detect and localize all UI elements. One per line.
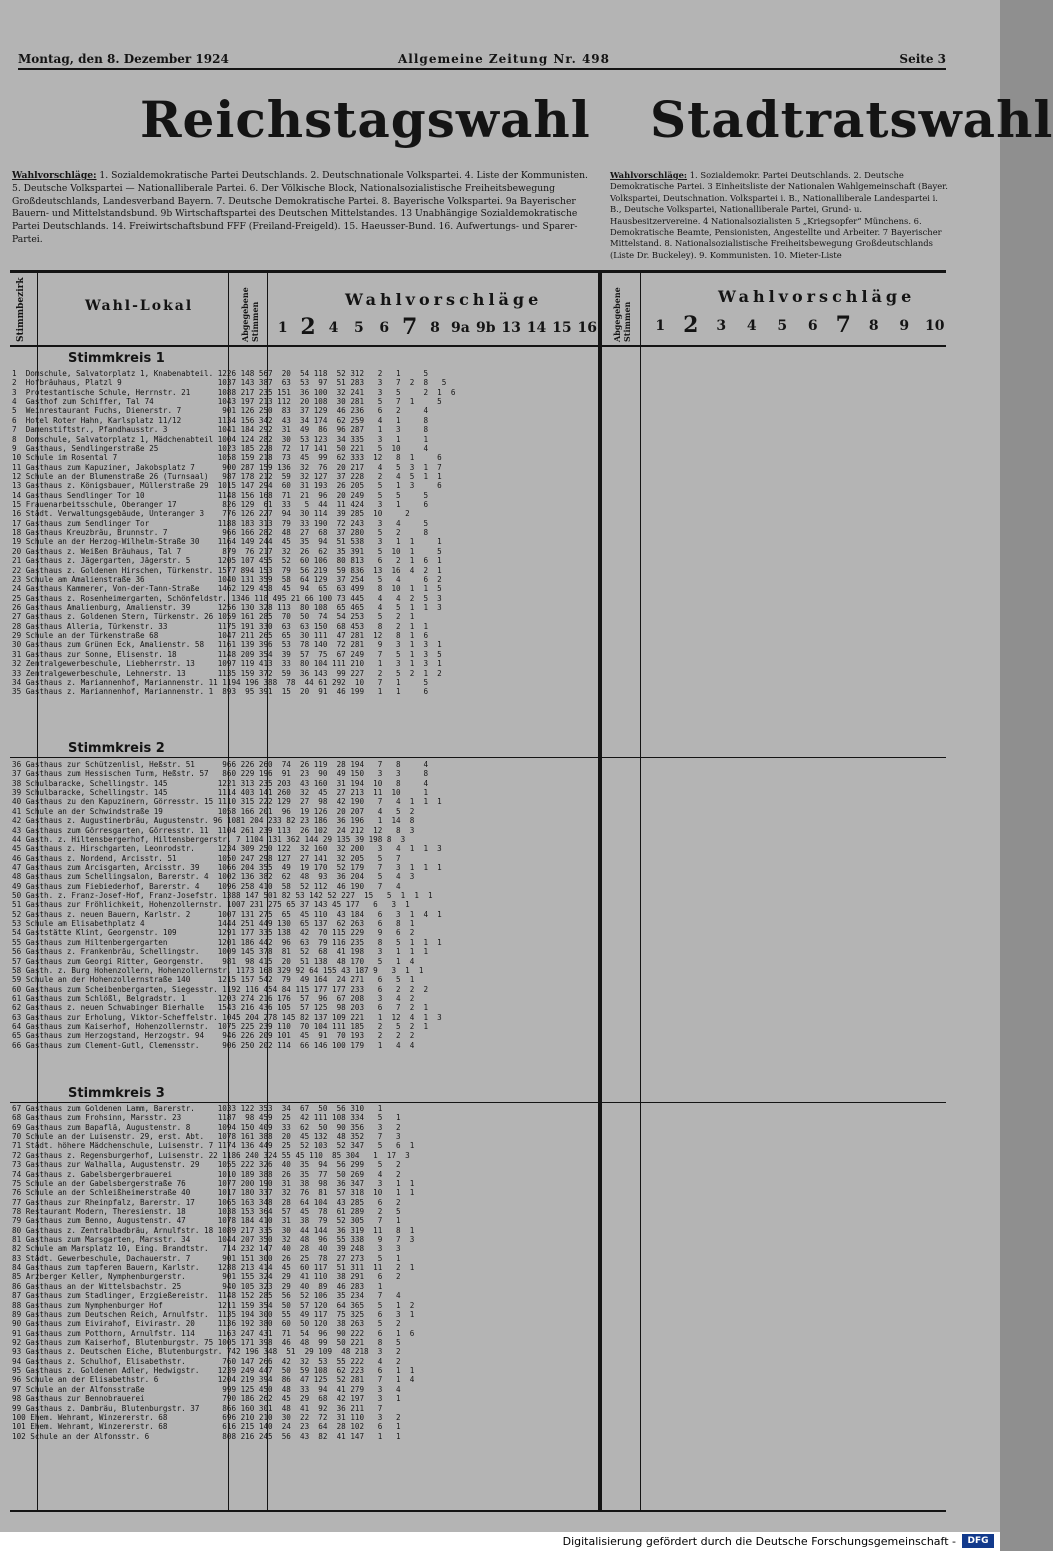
col-abgegebene-right: Abgegebene Stimmen xyxy=(612,287,632,342)
table-row: 79 Gasthaus zum Benno, Augustenstr. 47 1078 184 410 31 38 79 52 305 7 1 xyxy=(12,1216,401,1226)
table-row: 34 Gasthaus z. Mariannenhof, Mariannenstr. 11 1194 196 388 78 44 61 292 10 7 1 5 xyxy=(12,677,429,687)
col-abgegebene-left: Abgegebene Stimmen xyxy=(240,287,260,342)
header-rule xyxy=(18,68,946,70)
right-col-8: 8 xyxy=(868,318,879,334)
right-proposals xyxy=(610,170,950,261)
table-row: 64 Gasthaus zum Kaiserhof, Hohenzollernstr. 1075 225 239 110 70 104 111 185 2 5 2 1 xyxy=(12,1022,429,1032)
col-lokal: Wahl-Lokal xyxy=(85,298,194,314)
table-row: 15 Frauenarbeitsschule, Oberanger 17 826 129 61 33 5 44 11 424 3 1 6 xyxy=(12,500,429,510)
table-row: 92 Gasthaus zum Kaiserhof, Blutenburgstr. 75 1005 171 398 46 48 99 50 221 8 5 xyxy=(12,1337,401,1347)
table-row: 28 Gasthaus Alleria, Türkenstr. 33 1175 191 330 63 63 150 68 453 8 2 1 1 xyxy=(12,621,429,631)
table-row: 99 Gasthaus z. Dambräu, Blutenburgstr. 37 866 160 301 48 41 92 36 211 7 xyxy=(12,1403,383,1413)
right-title: Stadtratswahl xyxy=(650,90,1053,149)
table-row: 76 Schule an der Schleißheimerstraße 40 1017 180 337 32 76 81 57 318 10 1 1 xyxy=(12,1188,415,1198)
left-col-16: 16 xyxy=(577,320,598,336)
table-row: 87 Gasthaus zum Stadlinger, Erzgießereistr. 1148 152 285 56 52 106 35 234 7 4 xyxy=(12,1291,401,1301)
table-row: 7 Damenstiftstr., Pfandhausstr. 3 1041 184 292 31 49 86 96 287 1 3 8 xyxy=(12,425,429,435)
table-row: 81 Gasthaus zum Marsgarten, Marsstr. 34 1044 207 350 32 48 96 55 338 9 7 3 xyxy=(12,1235,415,1245)
table-row: 4 Gasthof zum Schiffer, Tal 74 1043 197 213 112 20 108 30 281 5 7 1 5 xyxy=(12,397,442,407)
table-row: 68 Gasthaus zum Frohsinn, Marsstr. 23 1187 98 459 25 42 111 108 334 5 1 xyxy=(12,1113,401,1123)
table-row: 8 Domschule, Salvatorplatz 1, Mädchenabteil 1004 124 282 30 53 123 34 335 3 1 1 xyxy=(12,434,429,444)
table-row: 75 Schule an der Gabelsbergerstraße 76 1077 200 190 31 38 98 36 347 3 1 1 xyxy=(12,1178,415,1188)
table-row: 5 Weinrestaurant Fuchs, Dienerstr. 7 901 126 250 83 37 129 46 236 6 2 4 xyxy=(12,406,429,416)
left-col-14: 14 xyxy=(526,320,547,336)
table-row: 66 Gasthaus zum Clement-Gutl, Clemensstr. 906 250 202 114 66 146 100 179 1 4 4 xyxy=(12,1040,415,1050)
table-row: 97 Schule an der Alfonsstraße 999 125 450 48 33 94 41 279 3 4 xyxy=(12,1384,401,1394)
right-col-1: 1 xyxy=(655,318,666,334)
table-row: 19 Schule an der Herzog-Wilhelm-Straße 30 1164 149 244 45 35 94 51 538 3 1 1 1 xyxy=(12,537,442,547)
table-row: 40 Gasthaus zu den Kapuzinern, Görresstr. 15 1110 315 222 129 27 98 42 190 7 4 1 1 1 xyxy=(12,797,442,807)
table-header-rule xyxy=(10,345,946,347)
table-row: 59 Schule an der Hohenzollernstraße 140 1215 157 542 79 49 164 24 271 6 5 1 xyxy=(12,975,415,985)
table-row: 84 Gasthaus zum tapferen Bauern, Karlstr. 1288 213 414 45 60 117 51 311 11 2 1 xyxy=(12,1263,415,1273)
table-row: 44 Gasth. z. Hiltensbergerhof, Hiltensbergerstr. 7 1104 131 362 144 29 135 39 198 8 3 xyxy=(12,834,406,844)
right-col-10: 10 xyxy=(925,318,945,334)
right-col-4: 4 xyxy=(746,318,757,334)
table-row: 86 Gasthaus an der Wittelsbachstr. 25 940 105 323 29 40 89 46 283 1 xyxy=(12,1281,383,1291)
table-row: 101 Ehem. Wehramt, Winzererstr. 68 616 215 140 24 23 64 28 102 6 1 xyxy=(12,1422,401,1432)
table-row: 91 Gasthaus zum Potthorn, Arnulfstr. 114 1163 247 431 71 54 96 90 222 6 1 6 xyxy=(12,1328,415,1338)
table-row: 45 Gasthaus z. Hirschgarten, Leonrodstr. 1234 309 250 122 32 160 32 200 3 4 1 1 3 xyxy=(12,844,442,854)
table-row: 55 Gasthaus zum Hiltenbergergarten 1201 186 442 96 63 79 116 235 8 5 1 1 1 xyxy=(12,937,442,947)
table-row: 17 Gasthaus zum Sendlinger Tor 1188 183 313 79 33 190 72 243 3 4 5 xyxy=(12,518,429,528)
digitization-footer xyxy=(0,1532,1000,1551)
kreis-1-title: Stimmkreis 1 xyxy=(68,351,165,366)
table-row: 89 Gasthaus zum Deutschen Reich, Arnulfstr. 1135 194 300 55 49 117 75 325 6 3 1 xyxy=(12,1309,415,1319)
table-row: 37 Gasthaus zum Hessischen Turm, Heßstr. 57 860 229 196 91 23 90 49 150 3 3 8 xyxy=(12,769,429,779)
table-row: 11 Gasthaus zum Kapuziner, Jakobsplatz 7 900 287 159 136 32 76 20 217 4 5 3 1 7 xyxy=(12,462,442,472)
table-row: 50 Gasth. z. Franz-Josef-Hof, Franz-Josefstr. 1388 147 501 82 53 142 52 227 15 5 1 1 1 xyxy=(12,891,433,901)
left-col-9a: 9a xyxy=(450,320,470,336)
table-row: 61 Gasthaus zum Schlößl, Belgradstr. 1 1203 274 216 176 57 96 67 208 3 4 2 xyxy=(12,993,415,1003)
table-bottom-rule xyxy=(10,1510,946,1512)
table-row: 56 Gasthaus z. Frankenbräu, Schellingstr. 1009 145 378 81 52 68 41 198 3 1 1 1 xyxy=(12,947,429,957)
table-row: 32 Zentralgewerbeschule, Liebherrstr. 13 1097 119 413 33 80 104 111 210 1 3 1 3 1 xyxy=(12,659,442,669)
table-row: 95 Gasthaus z. Goldenen Adler, Hedwigstr. 1239 249 447 50 59 108 62 223 6 1 1 xyxy=(12,1366,415,1376)
table-row: 24 Gasthaus Kammerer, Von-der-Tann-Straße 1462 129 458 45 94 65 63 499 8 10 1 1 5 xyxy=(12,584,442,594)
table-row: 16 Städt. Verwaltungsgebäude, Unteranger 3 776 126 227 94 30 114 39 285 10 2 xyxy=(12,509,410,519)
table-row: 30 Gasthaus zum Grünen Eck, Amalienstr. 58 1161 139 396 53 78 140 72 281 9 3 1 3 1 xyxy=(12,640,442,650)
header-newspaper: Allgemeine Zeitung Nr. 498 xyxy=(398,52,610,66)
table-row: 83 Städt. Gewerbeschule, Dachauerstr. 7 901 151 300 26 25 78 27 273 5 1 xyxy=(12,1253,401,1263)
table-row: 25 Gasthaus z. Rosenheimergarten, Schönfeldstr. 1346 118 495 21 66 100 73 445 4 4 2 5 3 xyxy=(12,593,442,603)
table-row: 10 Schule im Rosental 7 1058 159 218 73 45 99 62 333 12 8 1 6 xyxy=(12,453,442,463)
right-col-group: Wahlvorschläge xyxy=(718,287,916,306)
table-row: 43 Gasthaus zum Görresgarten, Görresstr. 11 1104 261 239 113 26 102 24 212 12 8 3 xyxy=(12,825,415,835)
table-row: 49 Gasthaus zum Fiebiederhof, Barerstr. 4 1096 258 410 58 52 112 46 190 7 4 xyxy=(12,881,401,891)
table-row: 22 Gasthaus z. Goldenen Hirschen, Türkenstr. 1577 894 153 79 56 219 59 836 13 16 4 2 1 xyxy=(12,565,442,575)
right-col-5: 5 xyxy=(777,318,788,334)
table-row: 67 Gasthaus zum Goldenen Lamm, Barerstr. 1033 122 353 34 67 50 56 310 1 xyxy=(12,1104,383,1113)
table-row: 53 Schule am Elisabethplatz 4 1444 251 449 130 65 137 62 263 6 8 1 xyxy=(12,919,415,929)
table-row: 69 Gasthaus zum Bapaflä, Augustenstr. 8 1094 150 409 33 62 50 90 356 3 2 xyxy=(12,1122,401,1132)
right-col-9: 9 xyxy=(899,318,910,334)
left-proposals-text: 1. Sozialdemokratische Partei Deutschlands. 2. Deutschnationale Volkspartei. 4. Liste der Kommunisten. 5. Deutsche Volkspartei — Nationalliberale Partei. 6. Der Völkische Block, Nationalsozialistische Freiheitsbewegung Großdeutschlands, Landesverband Bayern. 7. Deutsche Demokratische Partei. 8. Bayerische Volkspartei. 9a Bayerischer Bauern- und Mittelstandsbund. 9b Wirtschaftspartei des Deutschen Mittelstandes. 13 Unabhängige Sozialdemokratische Partei Deutschlands. 14. Freiwirtschaftsbund FFF (Freiland-Freigeld). 15. Haeusser-Bund. 16. Aufwertungs- und Sparer-Partei. xyxy=(12,170,588,245)
table-row: 2 Hofbräuhaus, Platzl 9 1037 143 387 63 53 97 51 283 3 7 2 8 5 xyxy=(12,378,447,388)
left-col-4: 4 xyxy=(328,320,339,336)
table-row: 14 Gasthaus Sendlinger Tor 10 1148 156 168 71 21 96 20 249 5 5 5 xyxy=(12,490,429,500)
table-row: 9 Gasthaus, Sendlingerstraße 25 1023 185 228 72 17 141 50 221 5 10 4 xyxy=(12,443,429,453)
table-row: 88 Gasthaus zum Nymphenburger Hof 1211 159 354 50 57 120 64 365 5 1 2 xyxy=(12,1300,415,1310)
kreis-3-rows xyxy=(12,1104,972,1441)
table-row: 12 Schule an der Blumenstraße 26 (Turnsaal) 987 178 212 59 32 127 37 228 2 4 5 1 1 xyxy=(12,471,442,481)
table-row: 90 Gasthaus zum Eivirahof, Eivirastr. 20 1136 192 380 60 50 120 38 263 5 2 xyxy=(12,1319,401,1329)
table-row: 57 Gasthaus zum Georgi Ritter, Georgenstr. 981 98 415 20 51 138 48 170 5 1 4 xyxy=(12,956,415,966)
table-row: 3 Protestantische Schule, Herrnstr. 21 1088 217 235 151 36 100 32 241 3 5 2 1 6 xyxy=(12,387,456,397)
table-row: 77 Gasthaus zur Rheinpfalz, Barerstr. 17 1065 163 348 28 64 104 43 285 6 2 xyxy=(12,1197,401,1207)
kreis-2-rows xyxy=(12,760,972,1050)
left-title: Reichstagswahl xyxy=(140,90,591,149)
left-proposals xyxy=(12,170,597,247)
left-proposals-label: Wahlvorschläge: xyxy=(12,170,97,181)
table-row: 35 Gasthaus z. Mariannenhof, Mariannenstr. 1 893 95 391 15 20 91 46 199 1 1 6 xyxy=(12,687,429,697)
table-row: 48 Gasthaus zum Schellingsalon, Barerstr. 4 1002 136 382 62 48 93 36 204 5 4 3 xyxy=(12,872,415,882)
table-row: 58 Gasth. z. Burg Hohenzollern, Hohenzollernstr. 1173 168 329 92 64 155 43 187 9 3 1 1 xyxy=(12,965,424,975)
table-row: 26 Gasthaus Amalienburg, Amalienstr. 39 1256 130 328 113 80 108 65 465 4 5 1 1 3 xyxy=(12,602,442,612)
kreis-1-rows xyxy=(12,369,972,697)
table-row: 94 Gasthaus z. Schulhof, Elisabethstr. 760 147 266 42 32 53 55 222 4 2 xyxy=(12,1356,401,1366)
table-row: 36 Gasthaus zur Schützenlisl, Heßstr. 51 966 226 260 74 26 119 28 194 7 8 4 xyxy=(12,760,429,769)
table-row: 102 Schule an der Alfonsstr. 6 808 216 245 56 43 82 41 147 1 1 xyxy=(12,1431,401,1441)
table-row: 46 Gasthaus z. Nordend, Arcisstr. 51 1050 247 298 127 27 141 32 205 5 7 xyxy=(12,853,401,863)
table-row: 60 Gasthaus zum Scheibenbergarten, Siegesstr. 1192 116 454 84 115 177 177 233 6 2 2 2 xyxy=(12,984,429,994)
table-row: 62 Gasthaus z. neuen Schwabinger Bierhalle 1543 216 436 105 57 125 98 203 6 7 2 1 xyxy=(12,1003,429,1013)
table-row: 54 Gaststätte Klint, Georgenstr. 109 1291 177 335 138 42 70 115 229 9 6 2 xyxy=(12,928,415,938)
table-row: 70 Schule an der Luisenstr. 29, erst. Abt. 1078 161 388 20 45 132 48 352 7 3 xyxy=(12,1132,401,1142)
kreis2-end-rule xyxy=(10,1102,946,1103)
table-row: 23 Schule am Amalienstraße 36 1040 131 359 58 64 129 37 254 5 4 6 2 xyxy=(12,574,442,584)
left-col-13: 13 xyxy=(501,320,521,336)
right-proposals-text: 1. Sozialdemokr. Partei Deutschlands. 2. Deutsche Demokratische Partei. 3 Einheitsliste der Nationalen Wahlgemeinschaft (Bayer. Volkspartei, Deutschnation. Volkspartei i. B., Nationalliberale Landespartei i. B., Deutsche Volkspartei, Nationalliberale Partei, Grund- u. Hausbesitzervereine. 4 Nationalsozialisten 5 „Kriegsopfer“ Münchens. 6. Demokratische Beamte, Pensionisten, Angestellte und Arbeiter. 7 Bayerischer Mittelstand. 8. Nationalsozialistische Freiheitsbewegung Großdeutschlands (Liste Dr. Buckeley). 9. Kommunisten. 10. Mieter-Liste xyxy=(610,170,948,260)
right-col-2: 2 xyxy=(683,312,699,338)
kreis-3-title: Stimmkreis 3 xyxy=(68,1086,165,1101)
table-row: 33 Zentralgewerbeschule, Lehnerstr. 13 1135 159 372 59 36 143 99 227 2 5 2 1 2 xyxy=(12,668,442,678)
table-row: 78 Restaurant Modern, Theresienstr. 18 1038 153 364 57 45 78 61 289 2 5 xyxy=(12,1206,401,1216)
table-row: 29 Schule an der Türkenstraße 68 1047 211 265 65 30 111 47 281 12 8 1 6 xyxy=(12,631,429,641)
left-col-8: 8 xyxy=(430,320,440,336)
table-row: 13 Gasthaus z. Königsbauer, Müllerstraße 29 1015 147 294 60 31 193 26 205 5 1 3 6 xyxy=(12,481,442,491)
table-row: 20 Gasthaus z. Weißen Bräuhaus, Tal 7 879 76 217 32 26 62 35 391 5 10 1 5 xyxy=(12,546,442,556)
table-row: 31 Gasthaus zur Sonne, Elisenstr. 18 1148 209 354 39 57 75 67 249 7 5 1 3 5 xyxy=(12,649,442,659)
dfg-logo: DFG xyxy=(962,1534,994,1548)
table-row: 71 Städt. höhere Mädchenschule, Luisenstr. 7 1174 136 449 25 52 103 52 347 5 6 1 xyxy=(12,1141,415,1151)
table-row: 74 Gasthaus z. Gabelsbergerbrauerei 1010 189 388 26 35 77 50 269 4 2 xyxy=(12,1169,401,1179)
left-col-9b: 9b xyxy=(475,320,496,336)
table-row: 42 Gasthaus z. Augustinerbräu, Augustenstr. 96 1081 204 233 82 23 186 36 196 1 14 8 xyxy=(12,816,415,826)
table-row: 80 Gasthaus z. Zentralbadbräu, Arnulfstr. 18 1089 217 335 30 44 144 36 319 11 8 1 xyxy=(12,1225,415,1235)
footer-text: Digitalisierung gefördert durch die Deutsche Forschungsgemeinschaft - xyxy=(562,1535,956,1548)
right-col-3: 3 xyxy=(716,318,727,334)
table-row: 63 Gasthaus zur Erholung, Viktor-Scheffelstr. 1045 204 278 145 82 137 109 221 1 12 4 1 3 xyxy=(12,1012,442,1022)
table-row: 98 Gasthaus zur Bennobrauerei 790 186 262 45 29 68 42 197 3 1 xyxy=(12,1394,401,1404)
right-col-6: 6 xyxy=(807,318,818,334)
table-row: 85 Arzberger Keller, Nymphenburgerstr. 901 155 324 29 41 110 38 291 6 2 xyxy=(12,1272,401,1282)
table-top-rule xyxy=(10,270,946,273)
left-col-5: 5 xyxy=(353,320,364,336)
left-col-15: 15 xyxy=(552,320,572,336)
table-row: 100 Ehem. Wehramt, Winzererstr. 68 696 210 210 30 22 72 31 110 3 2 xyxy=(12,1412,401,1422)
table-row: 38 Schulbaracke, Schellingstr. 145 1221 313 235 203 43 160 31 194 10 8 4 xyxy=(12,778,429,788)
left-col-6: 6 xyxy=(379,320,390,336)
right-proposals-label: Wahlvorschläge: xyxy=(610,170,688,180)
table-row: 73 Gasthaus zur Walhalla, Augustenstr. 29 1055 222 326 40 35 94 56 299 5 2 xyxy=(12,1160,401,1170)
kreis1-end-rule xyxy=(10,757,946,758)
kreis-2-title: Stimmkreis 2 xyxy=(68,741,165,756)
left-col-group: Wahlvorschläge xyxy=(345,290,543,309)
table-row: 96 Schule an der Elisabethstr. 6 1204 219 394 86 47 125 52 281 7 1 4 xyxy=(12,1375,415,1385)
table-row: 27 Gasthaus z. Goldenen Stern, Türkenstr. 26 1059 161 285 70 50 74 54 253 5 2 1 xyxy=(12,612,415,622)
left-col-7: 7 xyxy=(401,314,418,340)
table-row: 6 Hotel Roter Hahn, Karlsplatz 11/12 1134 156 342 43 34 174 62 259 4 1 8 xyxy=(12,415,429,425)
table-row: 82 Schule am Marsplatz 10, Eing. Brandtstr. 714 232 147 40 28 40 39 248 3 3 xyxy=(12,1244,401,1254)
right-col-7: 7 xyxy=(835,312,851,338)
header-page: Seite 3 xyxy=(899,52,946,66)
header-date: Montag, den 8. Dezember 1924 xyxy=(18,52,229,66)
table-row: 47 Gasthaus zum Arcisgarten, Arcisstr. 39 1066 204 355 49 19 170 52 179 7 3 1 1 1 xyxy=(12,862,442,872)
table-row: 93 Gasthaus z. Deutschen Eiche, Blutenburgstr. 742 196 348 51 29 109 48 218 3 2 xyxy=(12,1347,401,1357)
left-col-2: 2 xyxy=(300,314,316,340)
table-row: 21 Gasthaus z. Jägergarten, Jägerstr. 5 1205 107 455 52 60 106 80 813 6 2 1 6 1 xyxy=(12,556,442,566)
table-row: 39 Schulbaracke, Schellingstr. 145 1114 403 141 260 32 45 27 213 11 10 1 xyxy=(12,788,429,798)
table-row: 65 Gasthaus zum Herzogstand, Herzogstr. 94 946 226 209 101 45 91 70 193 2 2 2 xyxy=(12,1031,415,1041)
table-row: 18 Gasthaus Kreuzbräu, Brunnstr. 7 966 166 282 48 27 68 37 280 5 2 8 xyxy=(12,528,429,538)
left-col-1: 1 xyxy=(277,320,288,336)
table-row: 41 Schule an der Schwindstraße 19 1058 166 201 96 19 126 20 207 4 5 2 xyxy=(12,806,415,816)
table-row: 52 Gasthaus z. neuen Bauern, Karlstr. 2 1007 131 275 65 45 110 43 184 6 3 1 4 1 xyxy=(12,909,442,919)
table-row: 1 Domschule, Salvatorplatz 1, Knabenabteil. 1226 148 567 20 54 118 52 312 2 1 5 xyxy=(12,369,429,378)
col-stimmbezirk: Stimmbezirk xyxy=(16,277,26,342)
table-row: 72 Gasthaus z. Regensburgerhof, Luisenstr. 22 1186 240 324 55 45 110 85 304 1 17 3 xyxy=(12,1150,410,1160)
table-row: 51 Gasthaus zur Fröhlichkeit, Hohenzollernstr. 1007 231 275 65 37 143 45 177 6 3 1 xyxy=(12,900,410,910)
